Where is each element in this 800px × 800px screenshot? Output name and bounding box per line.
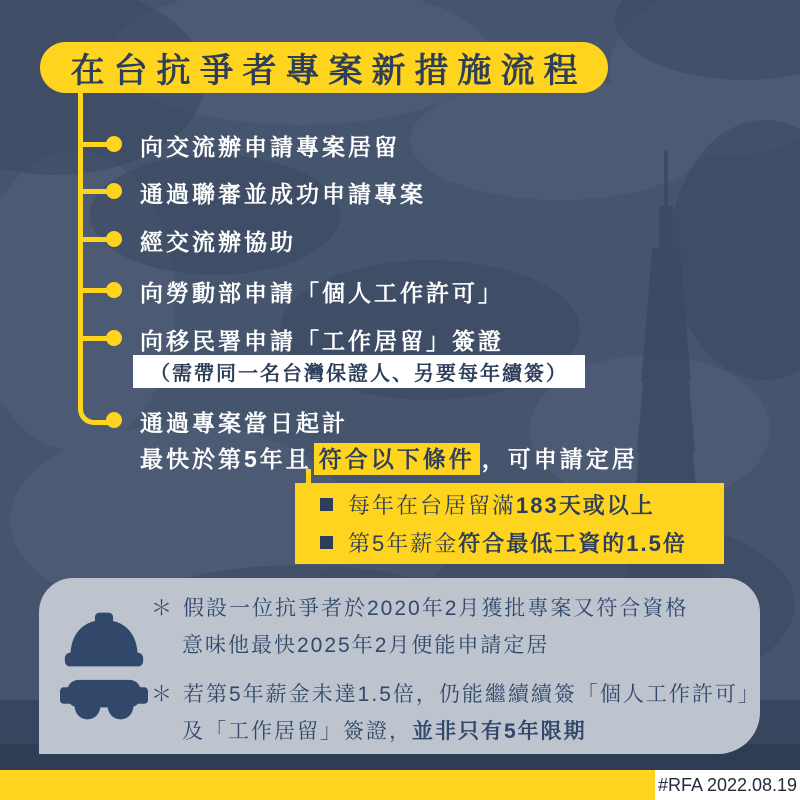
condition-row-2 (320, 527, 724, 558)
condition-1-text: 每年在台居留滿 (348, 493, 517, 519)
step-6-line1: 通過專案當日起計 (140, 410, 348, 436)
timeline-dot (106, 282, 122, 298)
timeline-dot (106, 183, 122, 199)
timeline-line (78, 91, 83, 403)
square-bullet-icon (320, 498, 333, 511)
timeline-dot (106, 412, 122, 428)
step-3: 經交流辦協助 (140, 229, 296, 255)
footer-yellow-strip (0, 770, 655, 800)
step-6-line2 (140, 441, 638, 474)
asterisk-marker: ＊ (151, 596, 174, 620)
square-bullet-icon (320, 536, 333, 549)
footer-credit (655, 770, 800, 800)
timeline-dot (106, 231, 122, 247)
step-5-note-box (133, 355, 585, 388)
condition-2-text: 第5年薪金 (348, 530, 459, 556)
timeline-dot (106, 136, 122, 152)
note-2-line2-prefix: 及「工作居留」簽證， (182, 719, 412, 743)
step-6-line2-prefix: 最快於第5年且 (140, 446, 312, 472)
step-1: 向交流辦申請專案居留 (140, 134, 400, 160)
step-6-highlight: 符合以下條件 (314, 443, 480, 475)
note-1-line2: 意味他最快2025年2月便能申請定居 (182, 633, 550, 657)
page-title: 在台抗爭者專案新措施流程 (70, 52, 587, 90)
step-2: 通過聯審並成功申請專案 (140, 181, 426, 207)
protester-gear-icons (63, 610, 149, 724)
step-6-line2-suffix: ，可申請定居 (481, 446, 638, 472)
example-note-box (39, 578, 760, 754)
asterisk-marker: ＊ (151, 682, 174, 706)
step-4: 向勞動部申請「個人工作許可」 (140, 280, 504, 306)
note-2-line2-bold: 並非只有5年限期 (412, 719, 587, 743)
example-note-2 (151, 674, 761, 748)
step-5: 向移民署申請「工作居留」簽證 (140, 328, 504, 354)
note-2-line2 (151, 711, 744, 748)
example-notes (151, 588, 761, 748)
example-note-1 (151, 588, 744, 662)
condition-row-1 (320, 489, 724, 520)
timeline-dot (106, 330, 122, 346)
hard-hat-icon (63, 610, 145, 670)
condition-2-bold: 符合最低工資的1.5倍 (458, 530, 687, 556)
conditions-box (295, 483, 724, 564)
step-5-note: （需帶同一名台灣保證人、另要每年續簽） (150, 363, 568, 385)
page-title-banner (40, 42, 608, 93)
goggles-icon (60, 678, 148, 724)
footer-bar (0, 770, 800, 800)
note-1-line1: 假設一位抗爭者於2020年2月獲批專案又符合資格 (183, 596, 689, 620)
condition-1-bold: 183天或以上 (516, 493, 655, 519)
credit-tag: #RFA 2022.08.19 (657, 774, 798, 795)
note-2-line1: 若第5年薪金未達1.5倍，仍能繼續續簽「個人工作許可」 (183, 682, 761, 706)
